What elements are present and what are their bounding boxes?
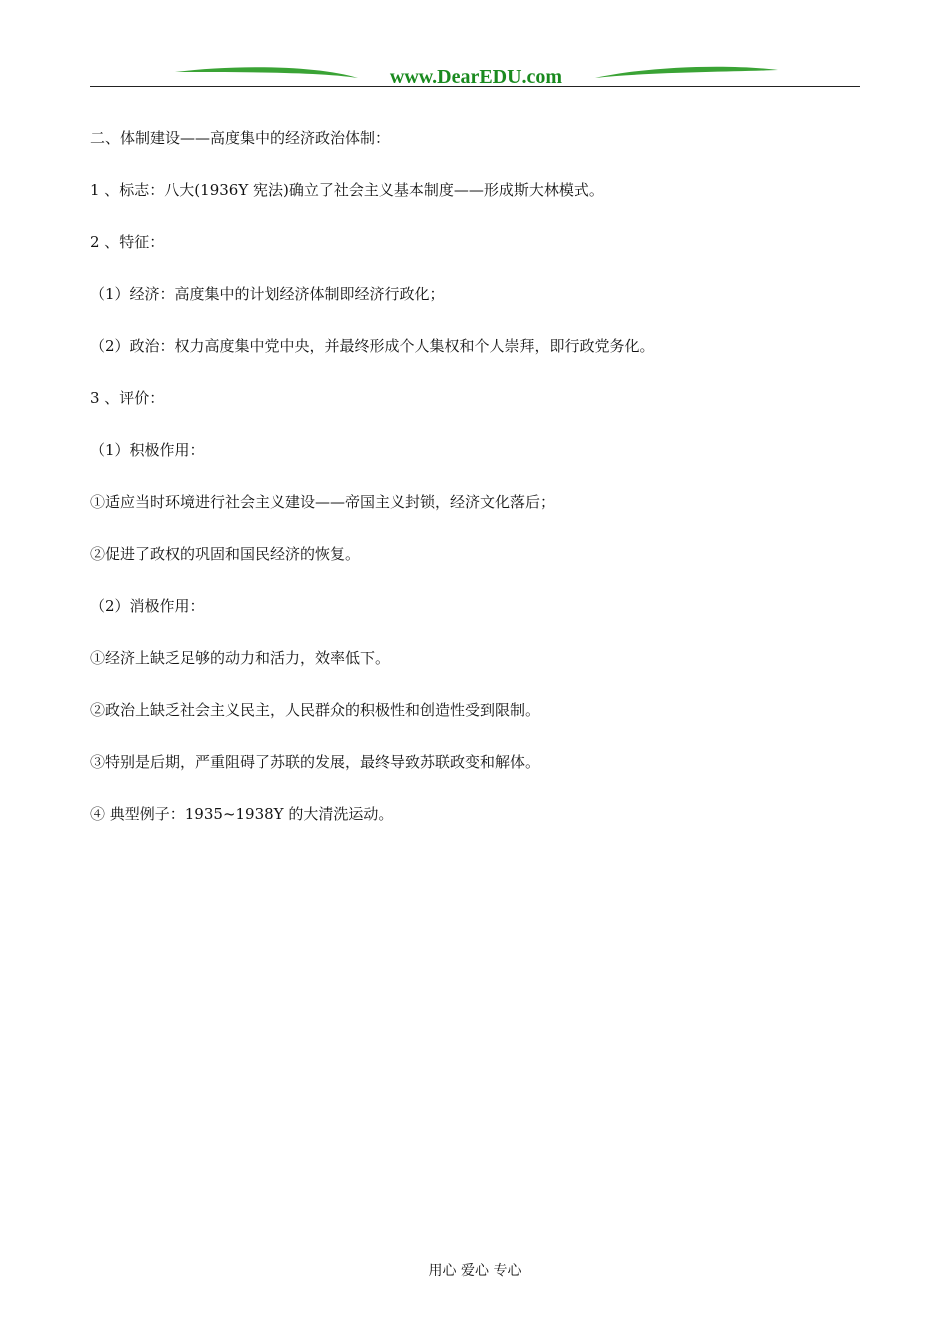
page-footer: 用心 爱心 专心 (428, 1263, 522, 1279)
section-heading: 二、体制建设——高度集中的经济政治体制： (90, 129, 391, 147)
paragraph-line: （1）积极作用： (90, 441, 205, 459)
paragraph-line: ②促进了政权的巩固和国民经济的恢复。 (90, 545, 361, 563)
header-divider (90, 86, 860, 87)
left-swoosh-icon (175, 67, 358, 78)
paragraph-line: （2）消极作用： (90, 597, 205, 615)
paragraph-line: （2）政治：权力高度集中党中央，并最终形成个人集权和个人崇拜，即行政党务化。 (90, 337, 655, 355)
document-body (90, 125, 860, 853)
paragraph-line: ①经济上缺乏足够的动力和活力，效率低下。 (90, 649, 391, 667)
paragraph-line: 2 、特征： (90, 233, 165, 251)
paragraph-line: （1）经济：高度集中的计划经济体制即经济行政化； (90, 285, 445, 303)
header-logo-text: www.DearEDU.com (389, 66, 563, 88)
paragraph-line: 1 、标志：八大(1936Y 宪法)确立了社会主义基本制度——形成斯大林模式。 (90, 181, 604, 199)
paragraph-line: ①适应当时环境进行社会主义建设——帝国主义封锁，经济文化落后； (90, 493, 556, 511)
paragraph-line: ②政治上缺乏社会主义民主，人民群众的积极性和创造性受到限制。 (90, 701, 541, 719)
right-swoosh-icon (595, 67, 778, 78)
paragraph-line: ④ 典型例子：1935~1938Y 的大清洗运动。 (90, 805, 394, 823)
paragraph-line: ③特别是后期，严重阻碍了苏联的发展，最终导致苏联政变和解体。 (90, 753, 541, 771)
paragraph-line: 3 、评价： (90, 389, 165, 407)
